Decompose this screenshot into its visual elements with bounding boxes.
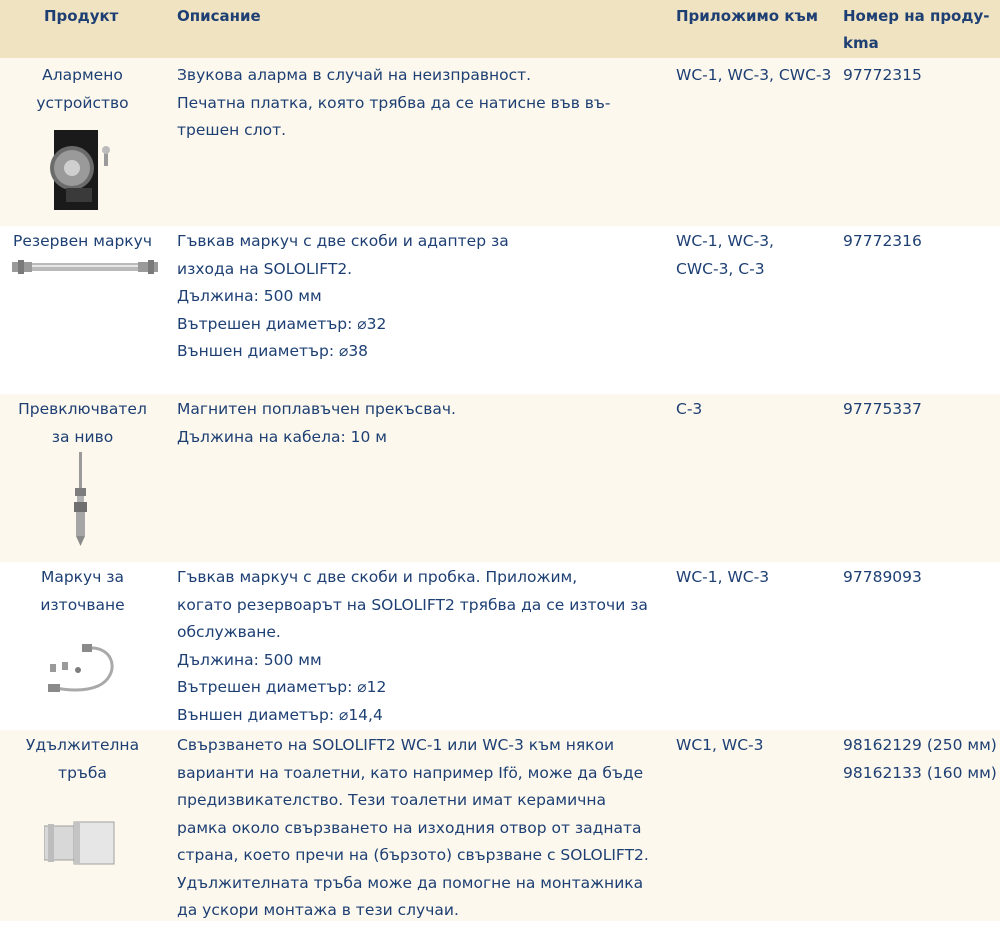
product-name: Маркуч за източване: [40, 568, 125, 614]
product-description: Гъвкав маркуч с две скоби и пробка. Приложим, когато резервоарът на SOLOLIFT2 трябва да се източи за обслужване. Дължина: 500 мм Вътрешен диаметър: ⌀12 Външен диаметър: ⌀14,4: [177, 568, 648, 724]
product-description: Свързването на SOLOLIFT2 WC-1 или WC-3 към някои варианти на тоалетни, като например Ifö, може да бъде предизвикателство. Тези тоалетни имат керамична рамка около свързването на изходния отвор от задната страна, което пречи на (бързото) свързване с SOLOLIFT2. Удължителната тръба може да помогне на монтажника да ускори монтажа в тези случаи.: [177, 736, 649, 919]
table-row: [0, 562, 1000, 730]
product-name: Алармено устройство: [36, 66, 129, 112]
product-description: Звукова аларма в случай на неизправност. Печатна платка, която трябва да се натисне във въ- трешен слот.: [177, 66, 611, 139]
product-description: Магнитен поплавъчен прекъсвач. Дължина на кабела: 10 м: [177, 400, 456, 446]
product-applicable: WC-1, WC-3, CWC-3: [676, 66, 832, 84]
product-name: Резервен маркуч: [13, 232, 152, 250]
table-row: [0, 394, 1000, 562]
product-applicable: C-3: [676, 400, 703, 418]
product-applicable: WC1, WC-3: [676, 736, 764, 754]
alarm-device-image: [0, 126, 165, 216]
product-number: 97775337: [843, 400, 922, 418]
table-row: [0, 730, 1000, 921]
product-number: 97772316: [843, 232, 922, 250]
spare-hose-image: [0, 256, 165, 276]
level-switch-image: [0, 452, 165, 552]
product-name: Превключвател за ниво: [18, 400, 147, 446]
header-applicable: Приложимо към: [676, 7, 819, 25]
product-applicable: WC-1, WC-3, CWC-3, C-3: [676, 232, 774, 278]
product-applicable: WC-1, WC-3: [676, 568, 770, 586]
table-row: [0, 226, 1000, 394]
header-description: Описание: [177, 7, 261, 25]
product-description: Гъвкав маркуч с две скоби и адаптер за изхода на SOLOLIFT2. Дължина: 500 мм Вътрешен диаметър: ⌀32 Външен диаметър: ⌀38: [177, 232, 509, 360]
product-number: 97772315: [843, 66, 922, 84]
product-name: Удължителна тръба: [25, 736, 140, 782]
table-row: [0, 58, 1000, 226]
product-number: 97789093: [843, 568, 922, 586]
header-product: Продукт: [44, 7, 119, 25]
table-header: [0, 0, 1000, 58]
header-number: Номер на проду- kma: [843, 7, 990, 52]
product-number: 98162129 (250 мм) 98162133 (160 мм): [843, 736, 997, 782]
extension-pipe-image: [0, 818, 165, 868]
drain-hose-image: [0, 640, 165, 700]
